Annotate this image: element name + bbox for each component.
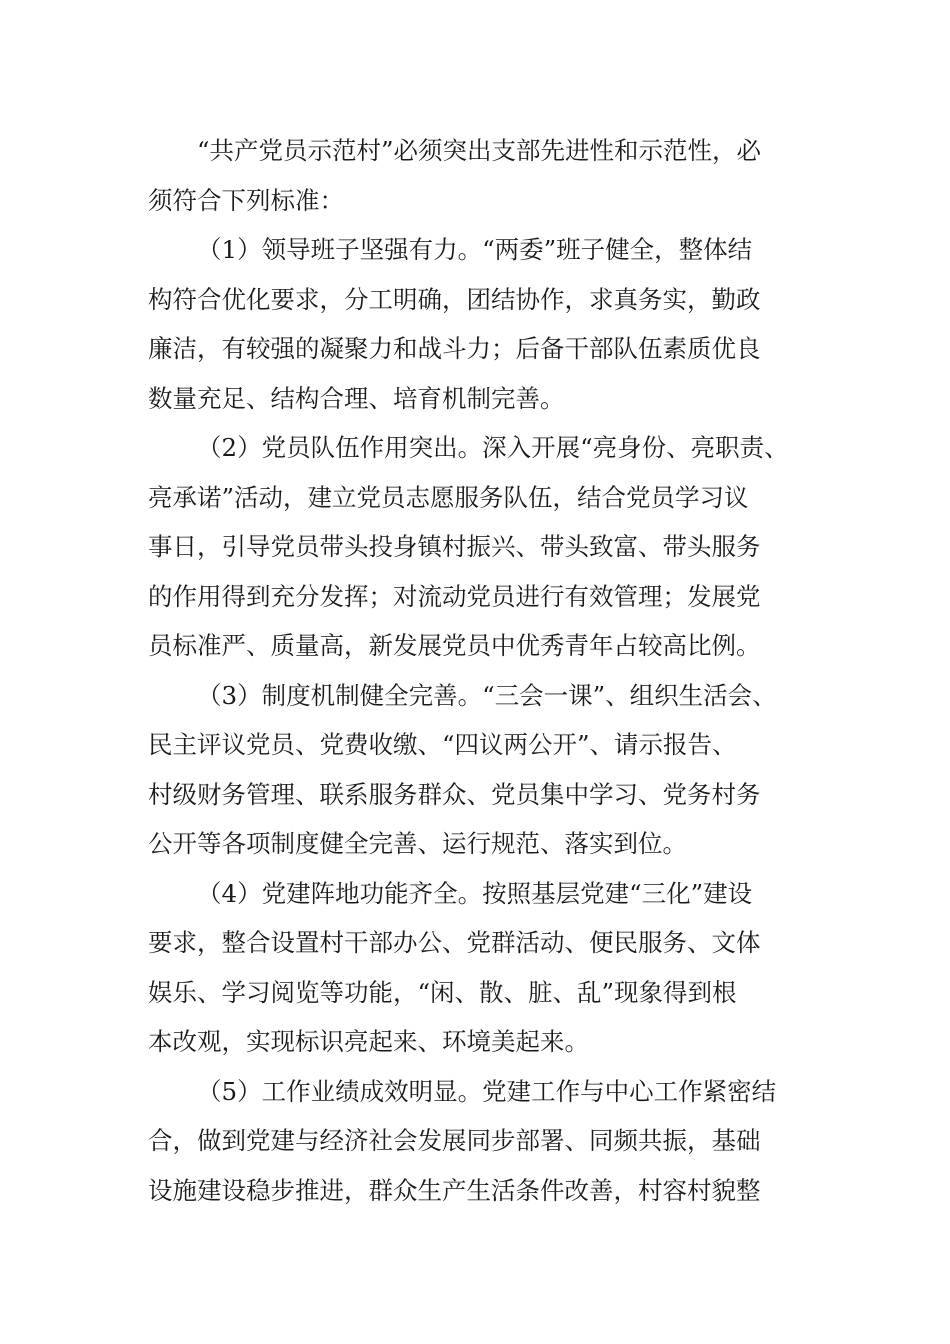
- item-1-line-4: 数量充足、结构合理、培育机制完善。: [148, 383, 565, 413]
- item-2-line-5: 员标准严、质量高，新发展党员中优秀青年占较高比例。: [148, 631, 761, 660]
- item-4-line-2: 要求，整合设置村干部办公、党群活动、便民服务、文体: [148, 928, 761, 957]
- item-5-line-1: （5）工作业绩成效明显。党建工作与中心工作紧密结: [197, 1076, 777, 1106]
- item-5-line-3: 设施建设稳步推进，群众生产生活条件改善，村容村貌整: [148, 1175, 761, 1205]
- item-2-line-1: （2）党员队伍作用突出。深入开展“亮身份、亮职责、: [197, 433, 789, 462]
- item-4-line-1: （4）党建阵地功能齐全。按照基层党建“三化”建设: [197, 878, 753, 908]
- item-3-line-4: 公开等各项制度健全完善、运行规范、落实到位。: [148, 829, 687, 858]
- item-2-line-3: 事日，引导党员带头投身镇村振兴、带头致富、带头服务: [148, 532, 761, 561]
- item-3-line-1: （3）制度机制健全完善。“三会一课”、组织生活会、: [197, 680, 777, 710]
- item-2-line-4: 的作用得到充分发挥；对流动党员进行有效管理；发展党: [148, 581, 761, 611]
- paragraph-intro-line-1: “共产党员示范村”必须突出支部先进性和示范性，必: [197, 136, 762, 165]
- item-5-line-2: 合，做到党建与经济社会发展同步部署、同频共振，基础: [148, 1126, 761, 1155]
- paragraph-intro-line-2: 须符合下列标准：: [148, 185, 344, 215]
- item-3-line-3: 村级财务管理、联系服务群众、党员集中学习、党务村务: [148, 779, 761, 809]
- item-1-line-3: 廉洁，有较强的凝聚力和战斗力；后备干部队伍素质优良: [148, 334, 761, 363]
- item-3-line-2: 民主评议党员、党费收缴、“四议两公开”、请示报告、: [148, 730, 737, 759]
- item-4-line-3: 娱乐、学习阅览等功能，“闲、散、脏、乱”现象得到根: [148, 977, 737, 1007]
- item-1-line-2: 构符合优化要求，分工明确，团结协作，求真务实，勤政: [148, 284, 761, 314]
- item-1-line-1: （1）领导班子坚强有力。“两委”班子健全，整体结: [197, 235, 753, 264]
- item-2-line-2: 亮承诺”活动，建立党员志愿服务队伍，结合党员学习议: [148, 482, 749, 512]
- item-4-line-4: 本改观，实现标识亮起来、环境美起来。: [148, 1027, 589, 1056]
- document-body: [148, 126, 820, 1215]
